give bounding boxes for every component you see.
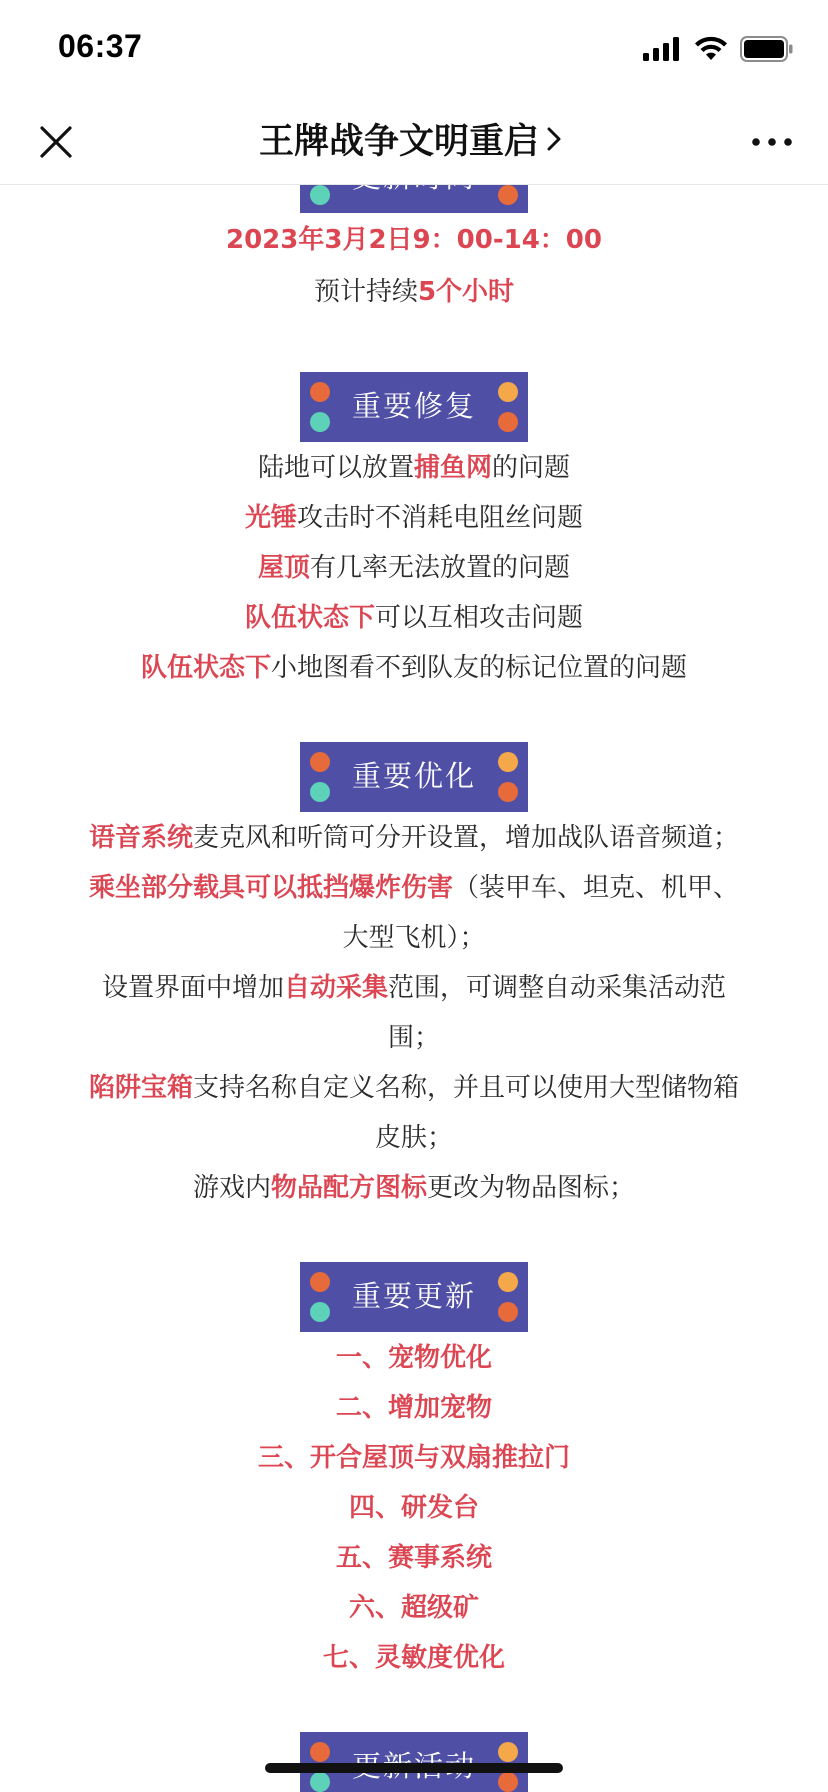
nav-title-link[interactable] [0,118,828,166]
body-text: 皮肤； [374,1123,453,1153]
battery-icon [740,36,794,62]
update-item: 一、宠物优化 [335,1343,492,1373]
body-text: 可以互相攻击问题 [375,603,584,633]
body-text: 的问题 [492,453,571,483]
body-text: 支持名称自定义名称，并且可以使用大型储物箱 [193,1073,740,1103]
highlight-text: 屋顶 [257,553,310,583]
banner-label: 重要更新 [351,1279,476,1313]
banner-label: 重要修复 [351,389,476,423]
body-text: 小地图看不到队友的标记位置的问题 [271,653,688,683]
body-text: 围； [387,1023,440,1053]
list-item [40,813,788,863]
highlight-text: 语音系统 [88,823,193,853]
status-time: 06:37 [58,28,143,64]
page-title: 王牌战争文明重启 [258,122,539,162]
list-item [40,443,788,493]
list-item [40,1113,788,1163]
list-item [40,1013,788,1063]
update-item: 六、超级矿 [348,1593,479,1623]
body-text: （装甲车、坦克、机甲、 [453,873,740,903]
update-duration [40,267,788,317]
body-text: 大型飞机）； [342,923,486,953]
update-item: 二、增加宠物 [335,1393,492,1423]
highlight-text: 陷阱宝箱 [88,1073,193,1103]
update-item: 七、灵敏度优化 [322,1643,505,1673]
list-item [40,593,788,643]
status-icons [642,36,794,62]
section-banner-optimizations [300,742,528,812]
duration-value: 5个小时 [417,277,515,307]
banner-label [300,1732,528,1792]
status-bar [0,0,828,100]
more-icon [748,118,796,166]
highlight-text: 捕鱼网 [413,453,492,483]
highlight-text: 物品配方图标 [270,1173,427,1203]
body-text: 范围，可调整自动采集活动范 [388,973,727,1003]
list-item [40,1063,788,1113]
update-item: 五、赛事系统 [335,1543,492,1573]
highlight-text: 自动采集 [283,973,388,1003]
highlight-text: 乘坐部分载具可以抵挡爆炸伤害 [88,873,453,903]
list-item [40,863,788,913]
cellular-signal-icon [642,37,682,61]
highlight-text: 队伍状态下 [140,653,271,683]
body-text: 陆地可以放置 [257,453,414,483]
body-text: 更改为物品图标； [427,1173,636,1203]
list-item [40,1163,788,1213]
body-text: 游戏内 [192,1173,271,1203]
home-indicator[interactable] [265,1763,563,1773]
body-text: 攻击时不消耗电阻丝问题 [297,503,584,533]
more-button[interactable] [748,118,796,166]
section-banner-updates [300,1262,528,1332]
update-item: 四、研发台 [348,1493,479,1523]
highlight-text: 光锤 [244,503,297,533]
list-item [40,493,788,543]
body-text: 有几率无法放置的问题 [310,553,571,583]
wifi-icon [694,36,728,62]
highlight-text: 队伍状态下 [244,603,375,633]
banner-label: 重要优化 [351,759,476,793]
list-item [40,963,788,1013]
nav-bar [0,100,828,185]
update-item: 三、开合屋顶与双扇推拉门 [257,1443,570,1473]
list-item [40,913,788,963]
section-banner-fixes [300,372,528,442]
chevron-right-icon [541,119,569,159]
section-banner-events [300,1732,528,1792]
duration-prefix: 预计持续 [313,277,418,307]
list-item [40,543,788,593]
list-item [40,643,788,693]
update-date: 2023年3月2日9：00-14：00 [226,225,602,255]
body-text: 麦克风和听筒可分开设置，增加战队语音频道； [193,823,740,853]
body-text: 设置界面中增加 [101,973,284,1003]
